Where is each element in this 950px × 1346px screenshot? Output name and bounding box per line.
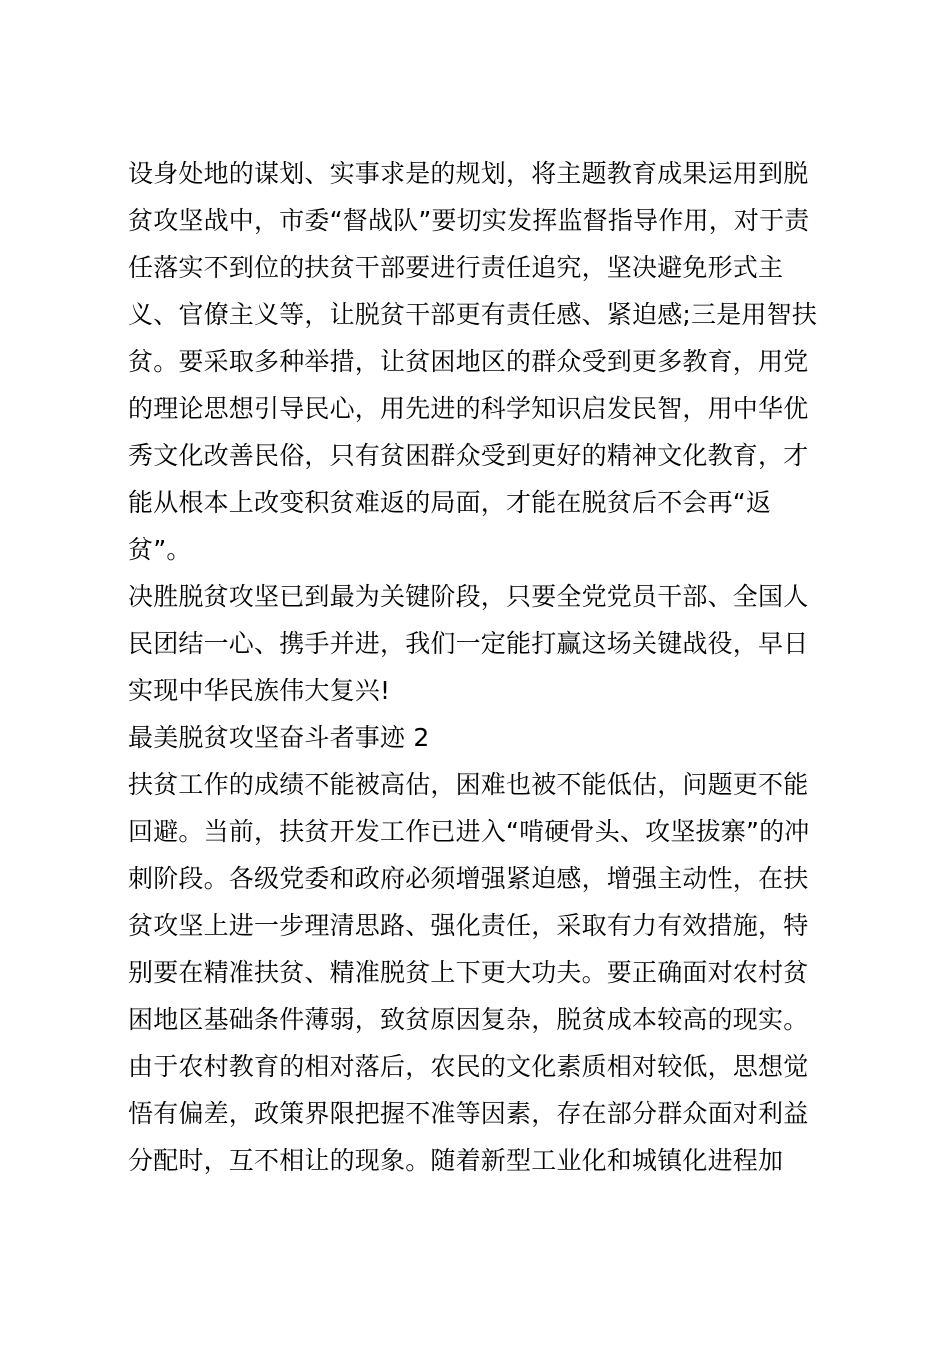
- text-line: 分配时，互不相让的现象。随着新型工业化和城镇化进程加: [128, 1146, 784, 1175]
- text-line: 的理论思想引导民心，用先进的科学知识启发民智，用中华优: [128, 394, 809, 423]
- text-line: 困地区基础条件薄弱，致贫原因复杂，脱贫成本较高的现实。: [128, 1005, 809, 1034]
- text-line: 义、官僚主义等，让脱贫干部更有责任感、紧迫感;三是用智扶: [128, 300, 818, 329]
- text-line: 别要在精准扶贫、精准脱贫上下更大功夫。要正确面对农村贫: [128, 958, 809, 987]
- document-body: [128, 150, 838, 1184]
- text-line: 贫攻坚战中，市委“督战队”要切实发挥监督指导作用，对于责: [128, 206, 810, 235]
- text-line: 实现中华民族伟大复兴!: [128, 676, 391, 705]
- text-line: 扶贫工作的成绩不能被高估，困难也被不能低估，问题更不能: [128, 770, 809, 799]
- text-line: 任落实不到位的扶贫干部要进行责任追究，坚决避免形式主: [128, 253, 784, 282]
- text-line: 贫。要采取多种举措，让贫困地区的群众受到更多教育，用党: [128, 347, 809, 376]
- text-line: 由于农村教育的相对落后，农民的文化素质相对较低，思想觉: [128, 1052, 809, 1081]
- text-line: 设身处地的谋划、实事求是的规划，将主题教育成果运用到脱: [128, 159, 809, 188]
- text-line: 贫”。: [128, 535, 192, 564]
- text-line: 悟有偏差，政策界限把握不准等因素，存在部分群众面对利益: [128, 1099, 809, 1128]
- text-line: 能从根本上改变积贫难返的局面，才能在脱贫后不会再“返: [128, 488, 772, 517]
- text-line: 贫攻坚上进一步理清思路、强化责任，采取有力有效措施，特: [128, 911, 809, 940]
- text-line: 民团结一心、携手并进，我们一定能打赢这场关键战役，早日: [128, 629, 809, 658]
- text-line: 回避。当前，扶贫开发工作已进入“啃硬骨头、攻坚拔寨”的冲: [128, 817, 810, 846]
- text-line: 决胜脱贫攻坚已到最为关键阶段，只要全党党员干部、全国人: [128, 582, 809, 611]
- text-line: 刺阶段。各级党委和政府必须增强紧迫感，增强主动性，在扶: [128, 864, 809, 893]
- section-heading: 最美脱贫攻坚奋斗者事迹 2: [128, 723, 430, 752]
- text-line: 秀文化改善民俗，只有贫困群众受到更好的精神文化教育，才: [128, 441, 809, 470]
